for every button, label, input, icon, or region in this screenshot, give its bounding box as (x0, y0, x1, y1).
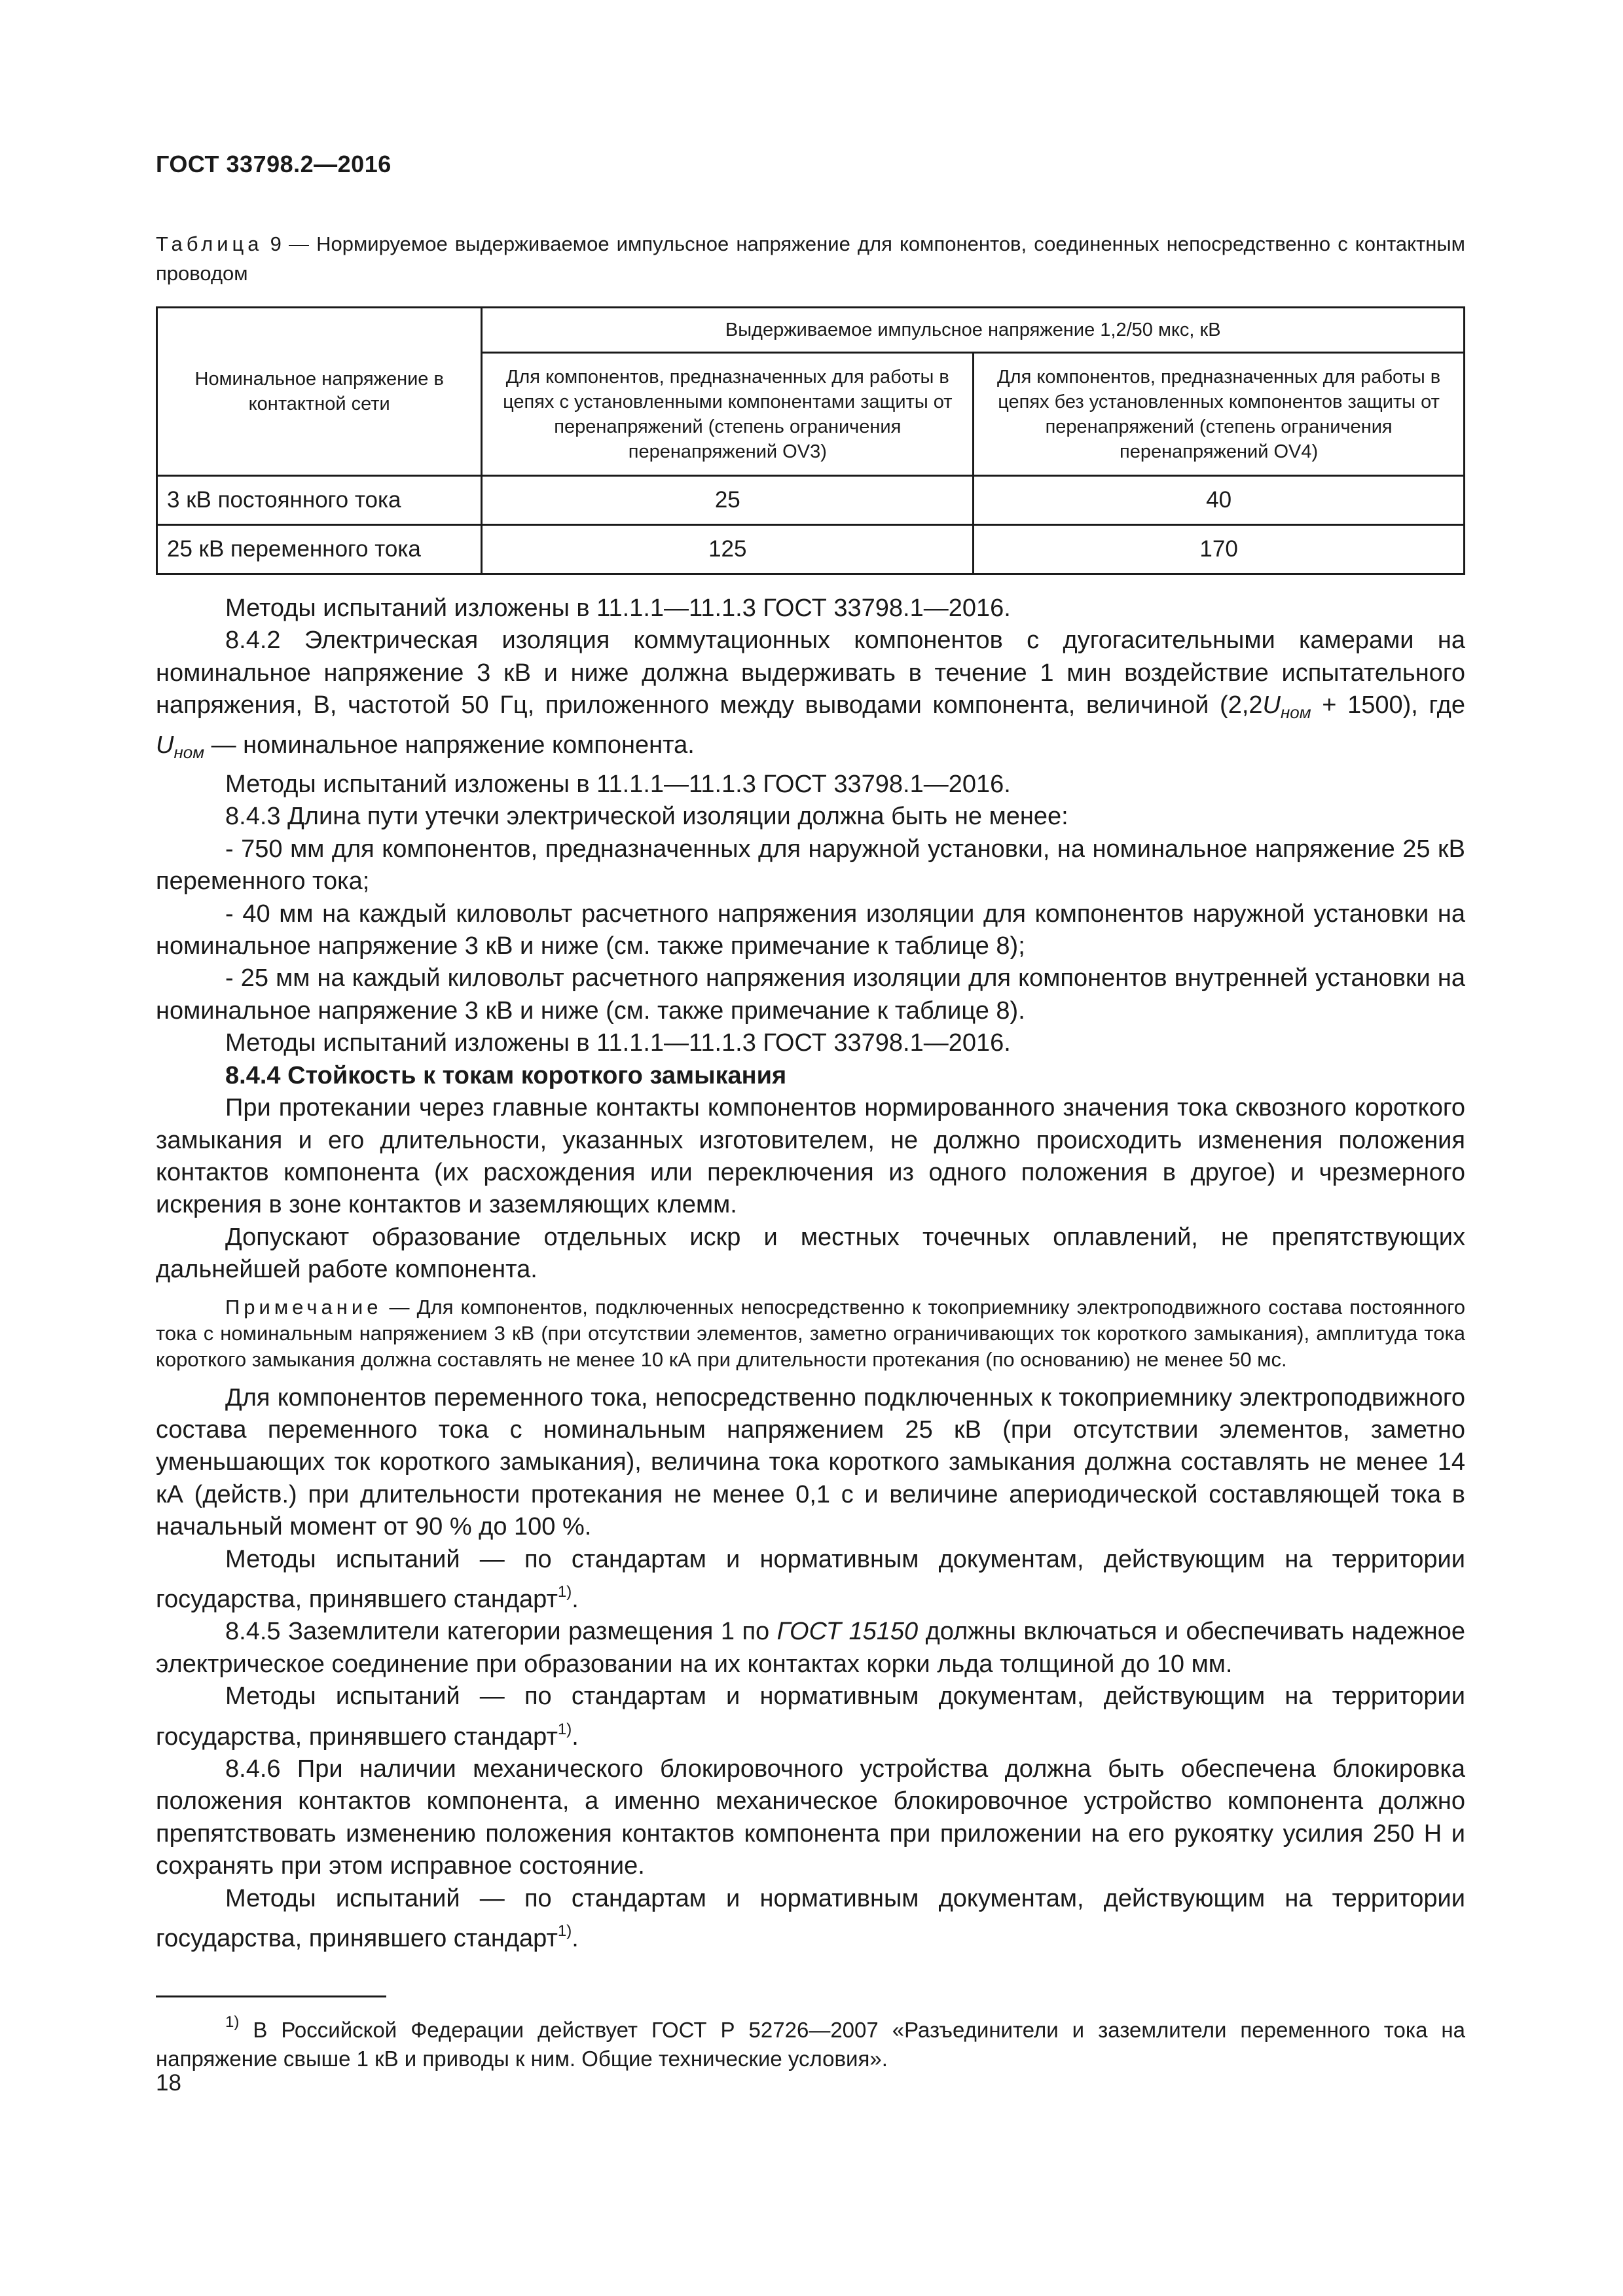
table-caption (156, 229, 1465, 288)
paragraph: При протекании через главные контакты компонентов нормированного значения тока сквозного короткого замыкания и его длительности, указанных изготовителем, не должно происходить изменения положения контактов компонента (их расхождения или переключения из одного положения в другое) и чрезмерного искрения в зоне контактов и заземляющих клемм. (156, 1094, 1465, 1219)
note-text: — Для компонентов, подключенных непосредственно к токоприемнику электроподвижного состава постоянного тока с номинальным напряжением 3 кВ (при отсутствии элементов, заметно ограничивающих ток короткого замыкания), амплитуда тока короткого замыкания должна составлять не менее 10 кА при длительности протекания (по основанию) не менее 50 мс. (156, 1295, 1465, 1371)
text-segment: Методы испытаний — по стандартам и нормативным документам, действующим на территории государства, принявшего стандарт (156, 1545, 1465, 1613)
paragraph-842 (156, 625, 1465, 769)
paragraph: Методы испытаний изложены в 11.1.1—11.1.3 ГОСТ 33798.1—2016. (225, 594, 1011, 622)
text-segment: 8.4.2 Электрическая изоляция коммутационных компонентов с дугогасительными камерами на номинальное напряжение 3 кВ и ниже должна выдерживать в течение 1 мин воздействие испытательного напряжения, В, частотой 50 Гц, приложенного между выводами компонента, величиной (2,2 (156, 627, 1465, 720)
paragraph: Методы испытаний — по стандартам и нормативным документам, действующим на территории государства, принявшего стандарт$^{1)}$. (156, 1683, 1465, 1751)
header-ov4: Для компонентов, предназначенных для работы в цепях без установленных компонентов защиты от перенапряжений (степень ограничения перенапряжений OV4) (974, 353, 1465, 476)
text-segment: Методы испытаний — по стандартам и нормативным документам, действующим на территории государства, принявшего стандарт (156, 1683, 1465, 1751)
paragraph: Методы испытаний изложены в 11.1.1—11.1.3 ГОСТ 33798.1—2016. (225, 1029, 1011, 1057)
header-impulse-voltage: Выдерживаемое импульсное напряжение 1,2/50 мкс, кВ (482, 308, 1465, 353)
cell-ov4: 40 (974, 476, 1465, 525)
section-heading-844: 8.4.4 Стойкость к токам короткого замыкания (225, 1061, 787, 1089)
table-caption-label: Таблица (156, 232, 263, 255)
u-symbol: U (1262, 691, 1281, 720)
note (156, 1294, 1465, 1373)
footnote-ref: 1) (557, 1922, 572, 1941)
paragraph-845 (156, 1616, 1465, 1681)
cell-ov3: 25 (482, 476, 974, 525)
paragraph-846: 8.4.6 При наличии механического блокировочного устройства должна быть обеспечена блокировка положения контактов компонента, а именно механическое блокировочное устройство компонента должно препятствовать изменению положения контактов компонента при приложении на его рукоятку усилия 250 Н и сохранять при этом исправное состояние. (156, 1755, 1465, 1880)
text-segment: 8.4.5 Заземлители категории размещения 1 по (225, 1618, 777, 1646)
footnote-mark: 1) (225, 2013, 240, 2031)
text-segment: — номинальное напряжение компонента. (204, 731, 695, 759)
list-item: - 25 мм на каждый киловольт расчетного напряжения изоляции для компонентов внутренней установки на номинальное напряжение 3 кВ и ниже (см. также примечание к таблице 8). (156, 964, 1465, 1025)
table-caption-text: 9 — Нормируемое выдерживаемое импульсное напряжение для компонентов, соединенных непосредственно с контактным проводом (156, 232, 1465, 285)
paragraph: Методы испытаний — по стандартам и нормативным документам, действующим на территории государства, принявшего стандарт$^{1)}$. (156, 1545, 1465, 1613)
paragraph: Для компонентов переменного тока, непосредственно подключенных к токоприемнику электроподвижного состава переменного тока с номинальным напряжением 25 кВ (при отсутствии элементов, заметно уменьшающих ток короткого замыкания), величина тока короткого замыкания должна составлять не менее 14 кА (действ.) при длительности протекания не менее 0,1 с и величине апериодической составляющей тока в начальный момент от 90 % до 100 %. (156, 1383, 1465, 1541)
list-item: - 750 мм для компонентов, предназначенных для наружной установки, на номинальное напряжение 25 кВ переменного тока; (156, 835, 1465, 896)
u-subscript: ном (1281, 702, 1311, 723)
cell-voltage: 3 кВ постоянного тока (157, 476, 482, 525)
text-segment: должны включаться и обеспечивать надежное электрическое соединение при образовании на их контактах корки льда толщиной до 10 мм. (156, 1618, 1466, 1678)
text-segment: + 1500), где (1311, 691, 1465, 720)
footnote-ref: 1) (557, 1582, 572, 1601)
footnote-ref: 1) (557, 1720, 572, 1738)
table-row (157, 476, 1465, 525)
paragraph: Методы испытаний — по стандартам и нормативным документам, действующим на территории государства, принявшего стандарт$^{1)}$. (156, 1884, 1465, 1953)
voltage-table (156, 306, 1465, 575)
page-number: 18 (156, 2070, 181, 2096)
document-header: ГОСТ 33798.2—2016 (156, 151, 392, 177)
u-symbol: U (156, 731, 174, 759)
body-text (156, 592, 1465, 1955)
list-item: - 40 мм на каждый киловольт расчетного напряжения изоляции для компонентов наружной установки на номинальное напряжение 3 кВ и ниже (см. также примечание к таблице 8); (156, 900, 1465, 960)
standard-ref: ГОСТ 15150 (776, 1618, 919, 1646)
cell-ov3: 125 (482, 525, 974, 574)
text-segment: Методы испытаний — по стандартам и нормативным документам, действующим на территории государства, принявшего стандарт (156, 1884, 1465, 1953)
header-nominal-voltage: Номинальное напряжение в контактной сети (157, 308, 482, 476)
paragraph-843: 8.4.3 Длина пути утечки электрической изоляции должна быть не менее: (225, 803, 1068, 831)
footnote (156, 2008, 1465, 2073)
table-row (157, 525, 1465, 574)
cell-voltage: 25 кВ переменного тока (157, 525, 482, 574)
footnote-text: В Российской Федерации действует ГОСТ Р 52726—2007 «Разъединители и заземлители переменного тока на напряжение свыше 1 кВ и приводы к ним. Общие технические условия». (156, 2018, 1465, 2071)
u-subscript: ном (173, 742, 205, 762)
footnote-divider (156, 1995, 386, 1997)
paragraph: Допускают образование отдельных искр и местных точечных оплавлений, не препятствующих дальнейшей работе компонента. (156, 1223, 1465, 1284)
cell-ov4: 170 (974, 525, 1465, 574)
header-ov3: Для компонентов, предназначенных для работы в цепях с установленными компонентами защиты от перенапряжений (степень ограничения перенапряжений OV3) (482, 353, 974, 476)
paragraph: Методы испытаний изложены в 11.1.1—11.1.3 ГОСТ 33798.1—2016. (225, 771, 1011, 799)
note-label: Примечание (225, 1295, 382, 1319)
